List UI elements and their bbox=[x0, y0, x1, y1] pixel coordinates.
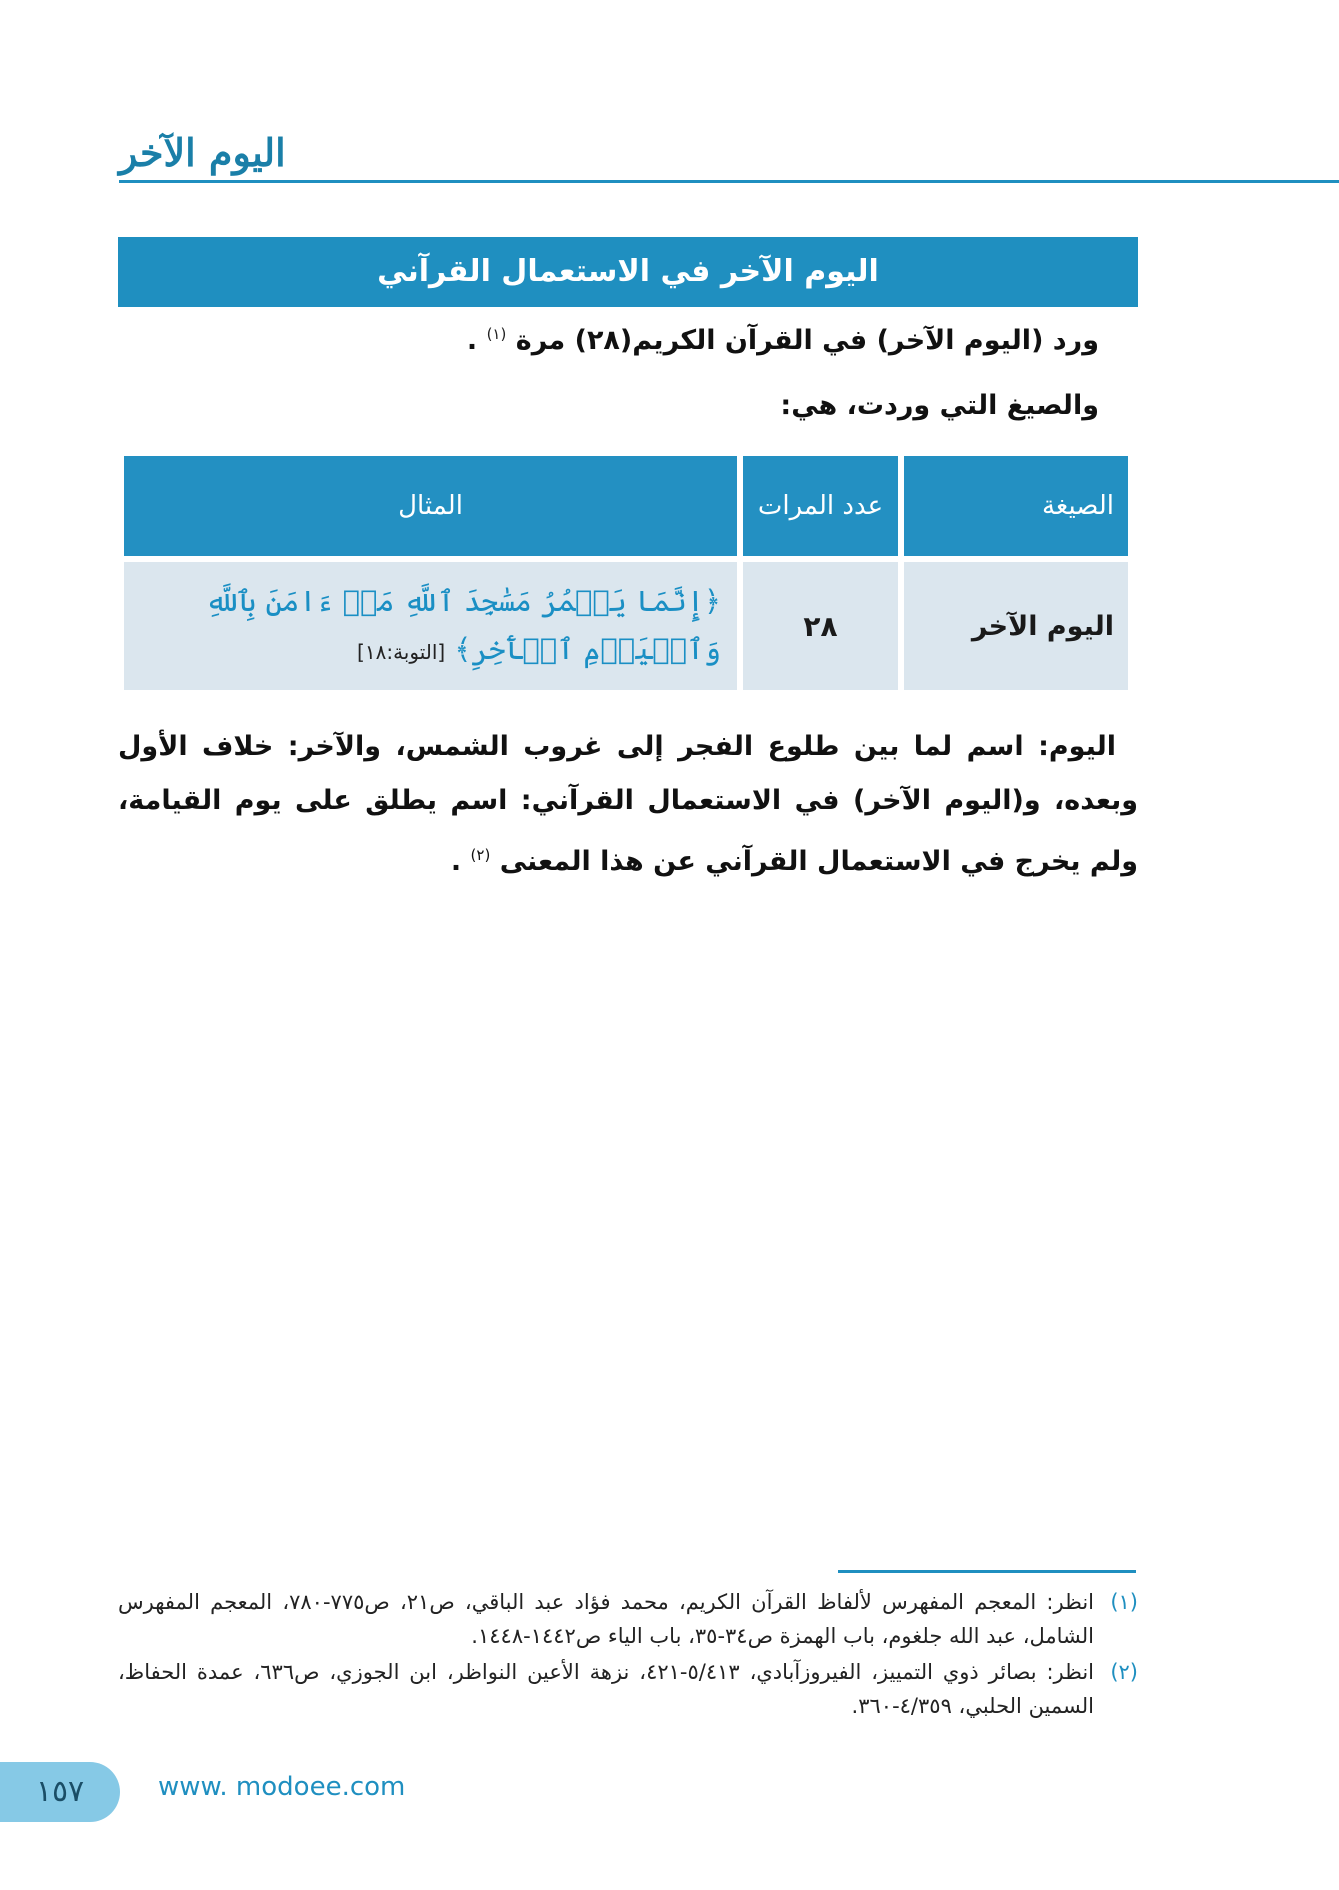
footnote-number: (١) bbox=[1110, 1590, 1138, 1614]
page-number: ١٥٧ bbox=[0, 1762, 120, 1822]
running-title: اليوم الآخر bbox=[119, 130, 286, 175]
verse-reference: [التوبة:١٨] bbox=[357, 639, 446, 664]
forms-table bbox=[118, 450, 1134, 696]
header-example: المثال bbox=[124, 456, 737, 556]
intro-line-2: والصيغ التي وردت، هي: bbox=[780, 390, 1099, 421]
footnote-number: (٢) bbox=[1110, 1660, 1138, 1684]
footnote-ref-1[interactable]: (١) bbox=[486, 325, 507, 343]
footnote-2 bbox=[118, 1655, 1138, 1723]
intro-line-1 bbox=[199, 325, 1099, 356]
cell-form: اليوم الآخر bbox=[904, 562, 1128, 690]
cell-example bbox=[124, 562, 737, 690]
footnote-text: انظر: المعجم المفهرس لألفاظ القرآن الكريم، محمد فؤاد عبد الباقي، ص٢١، ص٧٧٥-٧٨٠، المعجم المفهرس الشامل، عبد الله جلغوم، باب الهمزة ص٣٤-٣٥، باب الياء ص١٤٤٢-١٤٤٨. bbox=[118, 1590, 1094, 1648]
website-link[interactable]: www. modoee.com bbox=[158, 1772, 406, 1802]
running-header bbox=[119, 130, 1339, 183]
body-paragraph-end: . bbox=[450, 846, 462, 877]
body-paragraph bbox=[118, 720, 1138, 889]
table-row bbox=[124, 562, 1128, 690]
header-count: عدد المرات bbox=[743, 456, 898, 556]
footnote-ref-2[interactable]: (٢) bbox=[470, 846, 491, 864]
cell-count: ٢٨ bbox=[743, 562, 898, 690]
footnote-1 bbox=[118, 1585, 1138, 1653]
intro-line-1-end: . bbox=[466, 325, 478, 356]
header-form: الصيغة bbox=[904, 456, 1128, 556]
intro-line-1-text: ورد (اليوم الآخر) في القرآن الكريم(٢٨) مرة bbox=[515, 325, 1099, 356]
footnote-divider bbox=[838, 1570, 1136, 1573]
body-paragraph-text: اليوم: اسم لما بين طلوع الفجر إلى غروب الشمس، والآخر: خلاف الأول وبعده، و(اليوم الآخر) في الاستعمال القرآني: اسم يطلق على يوم القيامة، ولم يخرج في الاستعمال القرآني عن هذا المعنى bbox=[118, 731, 1138, 877]
footnote-text: انظر: بصائر ذوي التمييز، الفيروزآبادي، ٥/٤١٣-٤٢١، نزهة الأعين النواظر، ابن الجوزي، ص٦٣٦، عمدة الحفاظ، السمين الحلبي، ٤/٣٥٩-٣٦٠. bbox=[118, 1660, 1095, 1718]
footnotes bbox=[118, 1585, 1138, 1725]
section-title: اليوم الآخر في الاستعمال القرآني bbox=[118, 237, 1138, 307]
quran-verse: ﴿إِنَّمَا يَعۡمُرُ مَسَٰجِدَ ٱللَّهِ مَنۡ ءَامَنَ بِٱللَّهِ وَٱلۡيَوۡمِ ٱلۡأٓخِرِ﴾ bbox=[205, 583, 721, 666]
table-header-row bbox=[124, 456, 1128, 556]
